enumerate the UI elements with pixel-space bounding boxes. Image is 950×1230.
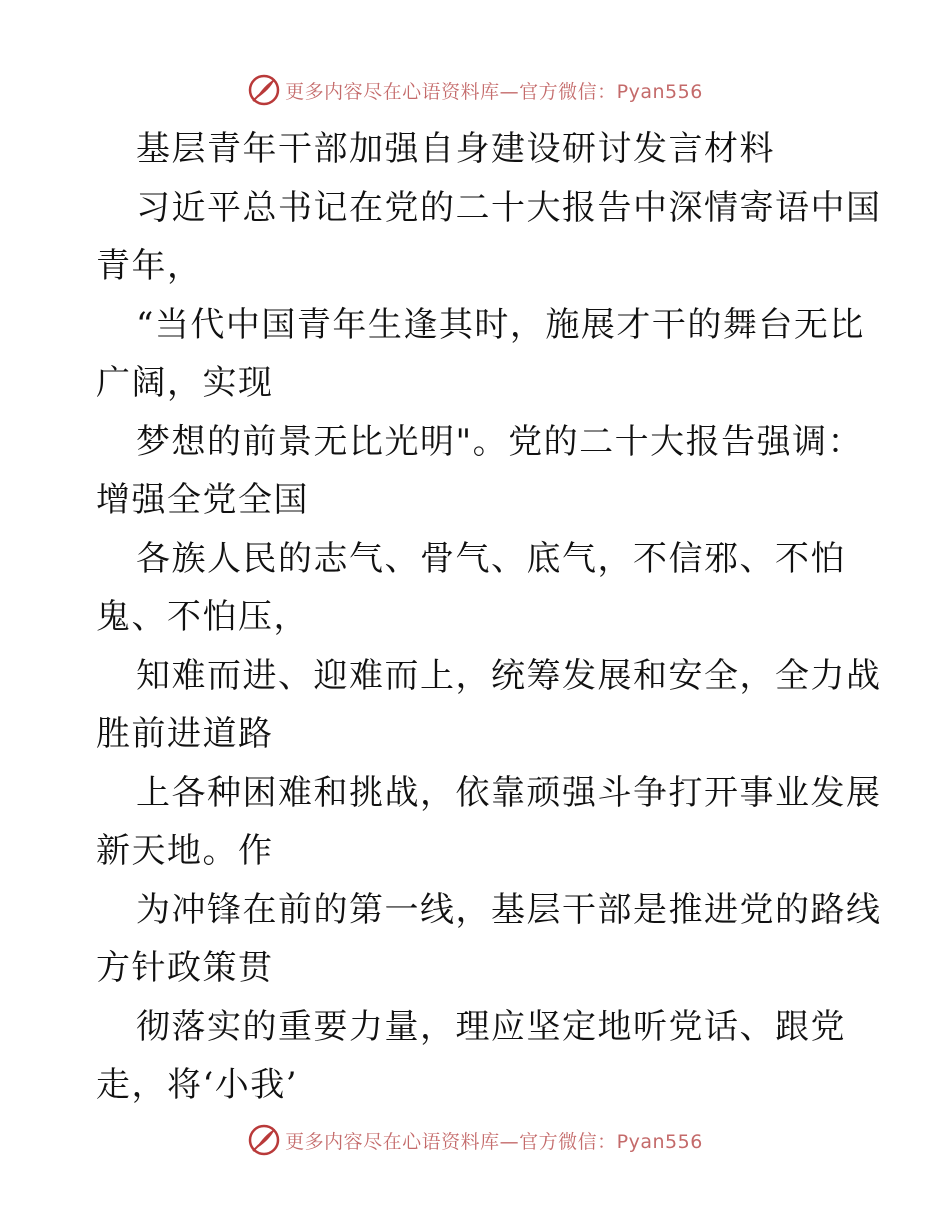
paragraph-line: 广阔，实现	[96, 363, 274, 403]
paragraph-line: 彻落实的重要力量，理应坚定地听党话、跟党	[136, 1006, 846, 1047]
feather-pen-logo-icon	[247, 1123, 281, 1157]
paragraph-line: 方针政策贯	[96, 948, 274, 988]
wechat-id: Pyan556	[616, 1130, 703, 1153]
paragraph-line: 增强全党全国	[96, 480, 309, 520]
paragraph-line: “当代中国青年生逢其时，施展才干的舞台无比	[136, 304, 865, 345]
paragraph-line: 胜前进道路	[96, 714, 274, 754]
document-body	[96, 120, 882, 1115]
paragraph-line: 青年，	[96, 246, 203, 286]
banner-text: 更多内容尽在心语资料库—官方微信：Pyan556	[285, 80, 703, 103]
paragraph-line: 梦想的前景无比光明"。党的二十大报告强调：	[136, 421, 864, 462]
paragraph-line: 各族人民的志气、骨气、底气，不信邪、不怕	[136, 538, 846, 579]
feather-pen-logo-icon	[247, 73, 281, 107]
paragraph-line: 知难而进、迎难而上，统筹发展和安全，全力战	[136, 655, 882, 696]
paragraph-line: 为冲锋在前的第一线，基层干部是推进党的路线	[136, 889, 882, 930]
paragraph-line: 鬼、不怕压，	[96, 597, 309, 637]
document-title: 基层青年干部加强自身建设研讨发言材料	[136, 129, 775, 169]
paragraph-line: 走，将‘小我’	[96, 1065, 299, 1105]
footer-watermark-banner	[0, 1120, 950, 1160]
paragraph-line: 习近平总书记在党的二十大报告中深情寄语中国	[136, 187, 882, 228]
wechat-id: Pyan556	[616, 80, 703, 103]
banner-text: 更多内容尽在心语资料库—官方微信：Pyan556	[285, 1130, 703, 1153]
header-watermark-banner	[0, 70, 950, 110]
paragraph-line: 新天地。作	[96, 831, 274, 871]
paragraph-line: 上各种困难和挑战，依靠顽强斗争打开事业发展	[136, 772, 882, 813]
